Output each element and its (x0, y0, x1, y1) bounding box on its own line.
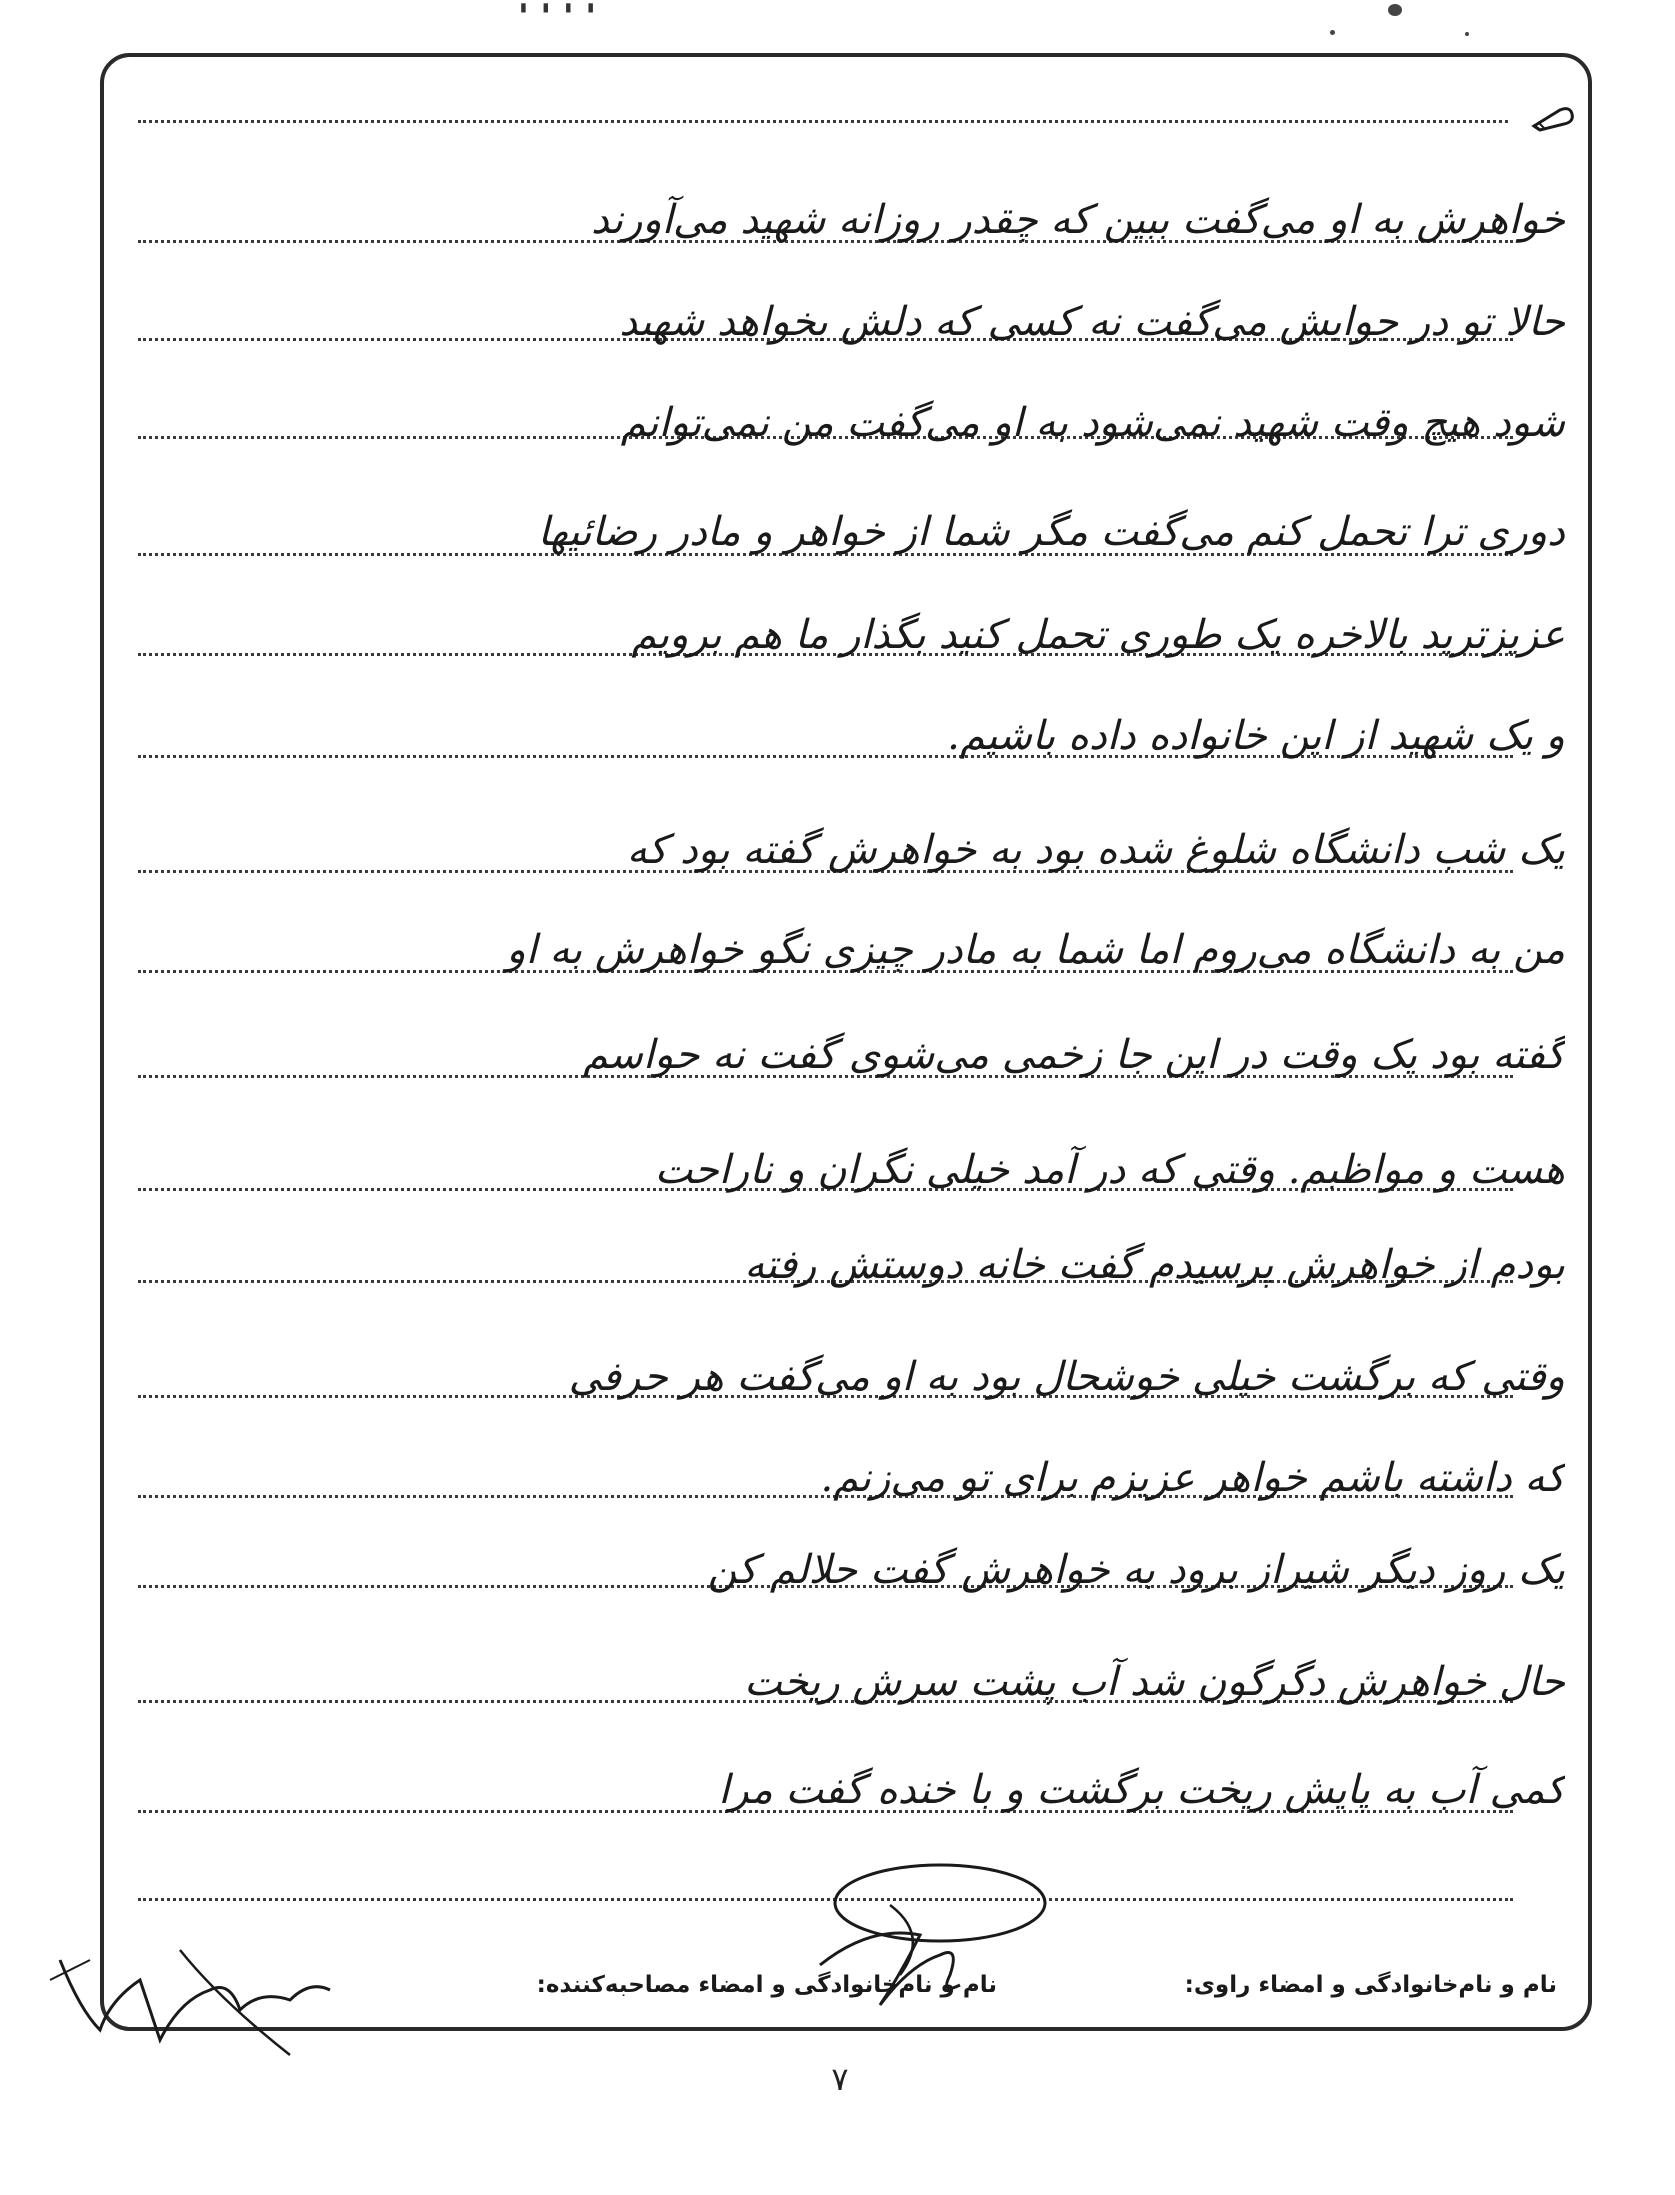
scan-artifact: ▮ ▮ ▮ ▮ (520, 0, 600, 14)
handwritten-line: کمی آب به پایش ریخت برگشت و با خنده گفت مرا (718, 1767, 1565, 1813)
handwritten-line: وقتی که برگشت خیلی خوشحال بود به او می‌گفت هر حرفی (568, 1354, 1565, 1400)
handwritten-line: شود هیچ وقت شهید نمی‌شود به او می‌گفت من نمی‌توانم (620, 400, 1565, 446)
handwritten-line: خواهرش به او می‌گفت ببین که چقدر روزانه شهید می‌آورند (590, 197, 1565, 243)
handwritten-line: یک شب دانشگاه شلوغ شده بود به خواهرش گفته بود که (626, 827, 1565, 873)
handwritten-line: من به دانشگاه می‌روم اما شما به مادر چیزی نگو خواهرش به او (506, 927, 1565, 973)
handwritten-line: و یک شهید از این خانواده داده باشیم. (947, 713, 1565, 759)
page-number: ۷ (831, 2060, 849, 2098)
handwritten-line: حالا تو در جوابش می‌گفت نه کسی که دلش بخواهد شهید (619, 299, 1565, 345)
handwritten-line: دوری ترا تحمل کنم می‌گفت مگر شما از خواهر و مادر رضائیها (537, 509, 1565, 555)
narrator-signature-label: نام و نام‌خانوادگی و امضاء راوی: (1184, 1972, 1557, 1998)
handwritten-line: هست و مواظبم. وقتی که در آمد خیلی نگران و ناراحت (654, 1147, 1565, 1193)
handwritten-line: گفته بود یک وقت در این جا زخمی می‌شوی گفت نه حواسم (582, 1032, 1565, 1078)
dotted-line (138, 120, 1508, 123)
handwritten-line: عزیزترید بالاخره یک طوری تحمل کنید بگذار ما هم برویم (631, 612, 1565, 658)
interviewer-signature-label: نام و نام‌خانوادگی و امضاء مصاحبه‌کننده: (536, 1972, 997, 1998)
handwritten-line: حال خواهرش دگرگون شد آب پشت سرش ریخت (744, 1659, 1565, 1705)
handwritten-line: که داشته باشم خواهر عزیزم برای تو می‌زنم. (820, 1455, 1565, 1501)
interviewer-signature (790, 1855, 1070, 2015)
narrator-signature (40, 1940, 340, 2060)
handwritten-line: یک روز دیگر شیراز برود به خواهرش گفت حلالم کن (707, 1547, 1565, 1593)
handwritten-line: بودم از خواهرش پرسیدم گفت خانه دوستش رفته (744, 1242, 1565, 1288)
